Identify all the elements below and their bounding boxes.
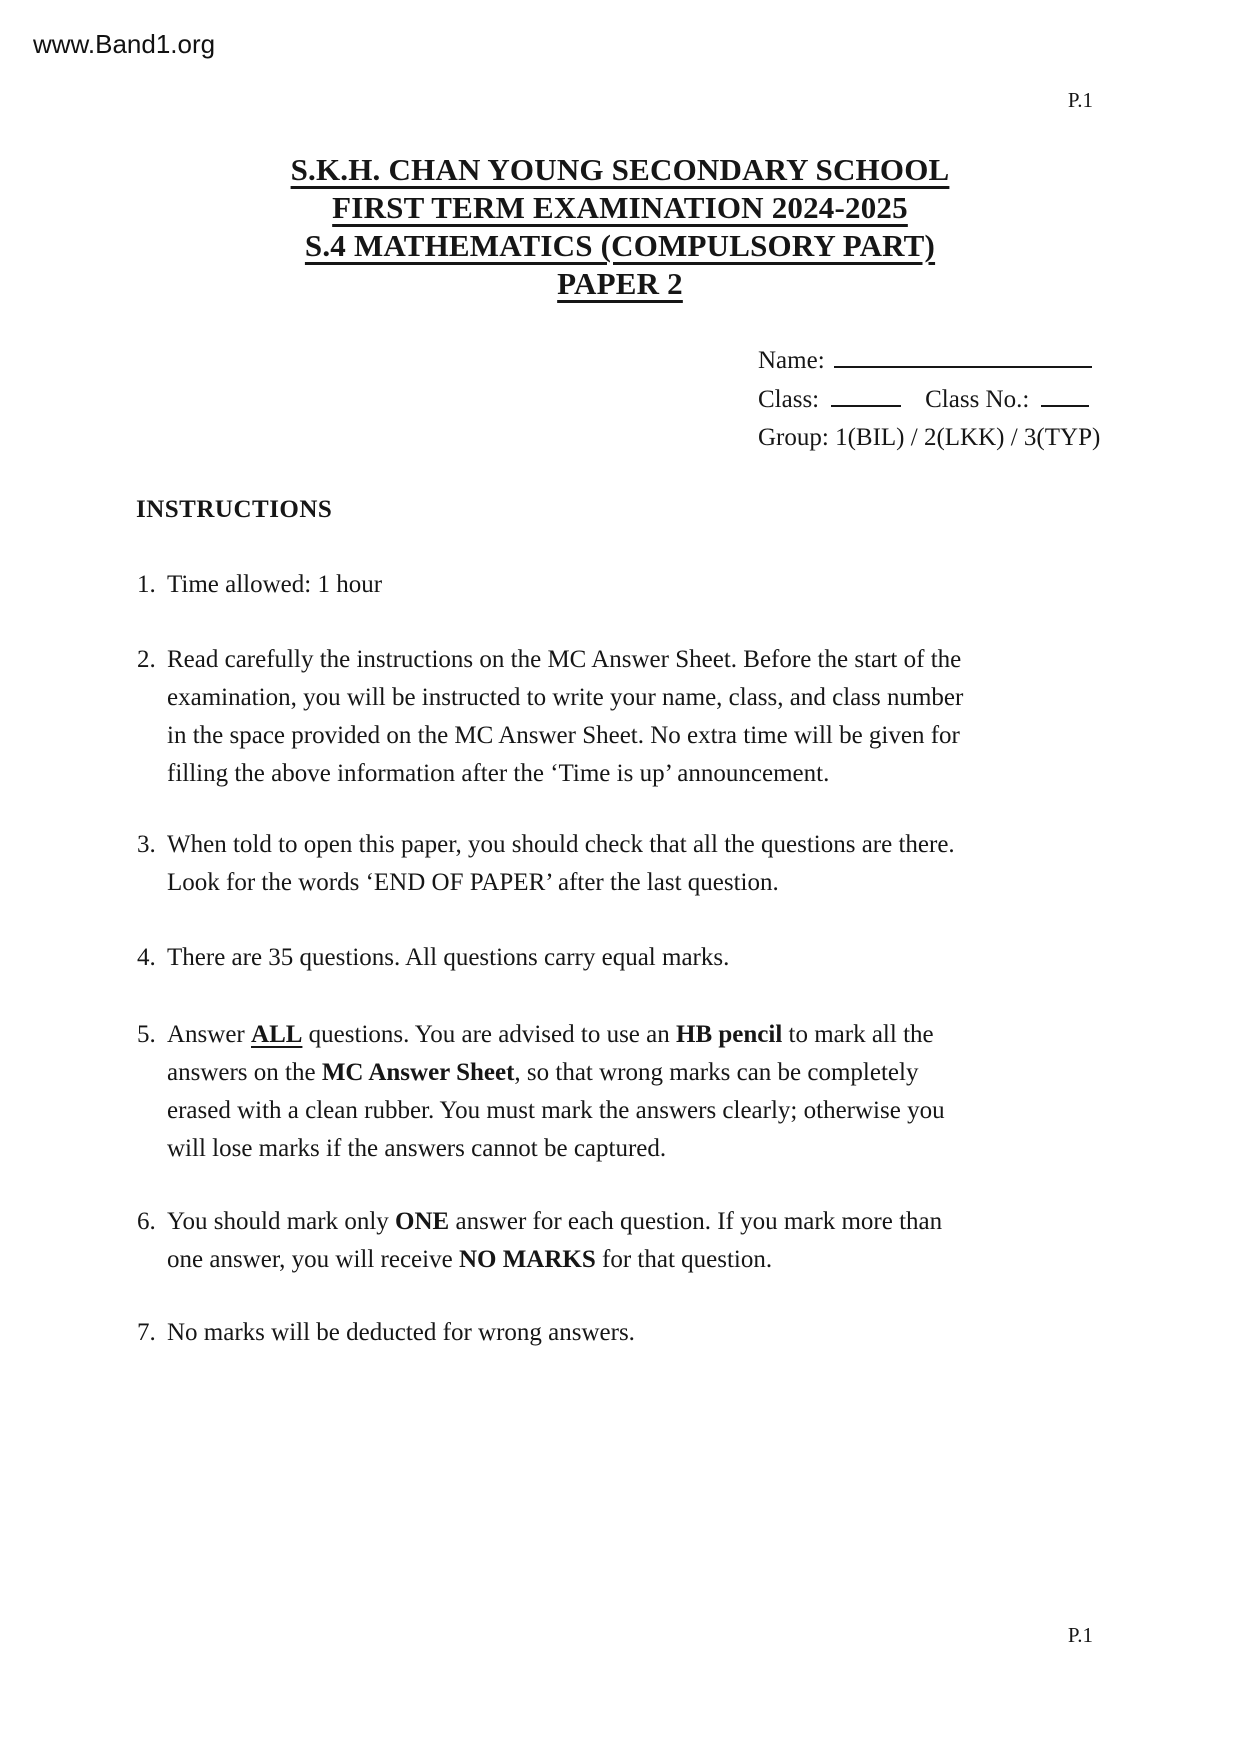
- group-line: Group: 1(BIL) / 2(LKK) / 3(TYP): [758, 424, 1101, 451]
- instruction-item: [137, 1203, 982, 1279]
- item-number: 4.: [137, 944, 156, 971]
- instruction-item: [137, 826, 982, 902]
- class-field-line: [831, 381, 901, 407]
- class-row: [758, 381, 1100, 420]
- item-number: 2.: [137, 646, 156, 673]
- page-number-bottom: P.1: [1067, 1623, 1093, 1647]
- item-number: 7.: [137, 1319, 156, 1346]
- student-info-block: [758, 342, 1100, 458]
- name-field-line: [834, 342, 1092, 368]
- title-subject: S.4 MATHEMATICS (COMPULSORY PART): [304, 228, 936, 263]
- item-number: 1.: [137, 571, 156, 598]
- item-number: 3.: [137, 831, 156, 858]
- instruction-item: [137, 1314, 982, 1352]
- item-text: There are 35 questions. All questions carry equal marks.: [167, 944, 730, 971]
- instruction-item: [137, 1016, 982, 1168]
- instructions-heading: INSTRUCTIONS: [136, 496, 333, 523]
- group-row: [758, 419, 1100, 458]
- instruction-item: [137, 939, 982, 977]
- item-text: Answer ALL questions. You are advised to use an HB pencil to mark all the answers on the MC Answer Sheet, so that wrong marks can be completely erased with a clean rubber. You must mark the answers clearly; otherwise you will lose marks if the answers cannot be captured.: [167, 1021, 945, 1162]
- item-text: No marks will be deducted for wrong answers.: [167, 1319, 635, 1346]
- class-label: Class:: [758, 385, 820, 413]
- item-text: Read carefully the instructions on the MC Answer Sheet. Before the start of the examination, you will be instructed to write your name, class, and class number in the space provided on the MC Answer Sheet. No extra time will be given for filling the above information after the ‘Time is up’ announcement.: [167, 646, 964, 787]
- class-no-field-line: [1041, 381, 1089, 407]
- name-row: [758, 342, 1100, 381]
- title-paper: PAPER 2: [557, 266, 683, 301]
- title-school-name: S.K.H. CHAN YOUNG SECONDARY SCHOOL: [290, 152, 950, 187]
- title-block: [0, 151, 1240, 303]
- title-exam-name: FIRST TERM EXAMINATION 2024-2025: [332, 190, 908, 225]
- item-number: 6.: [137, 1208, 156, 1235]
- item-text: Time allowed: 1 hour: [167, 571, 383, 598]
- instruction-item: [137, 641, 982, 793]
- name-label: Name:: [758, 347, 825, 374]
- page-number-top: P.1: [1067, 88, 1093, 112]
- instruction-item: [137, 566, 982, 604]
- watermark-text: www.Band1.org: [33, 29, 216, 59]
- item-text: When told to open this paper, you should check that all the questions are there. Look for the words ‘END OF PAPER’ after the last question.: [167, 831, 955, 896]
- item-text: You should mark only ONE answer for each question. If you mark more than one answer, you will receive NO MARKS for that question.: [167, 1208, 943, 1273]
- item-number: 5.: [137, 1021, 156, 1048]
- class-no-label: Class No.:: [925, 385, 1030, 413]
